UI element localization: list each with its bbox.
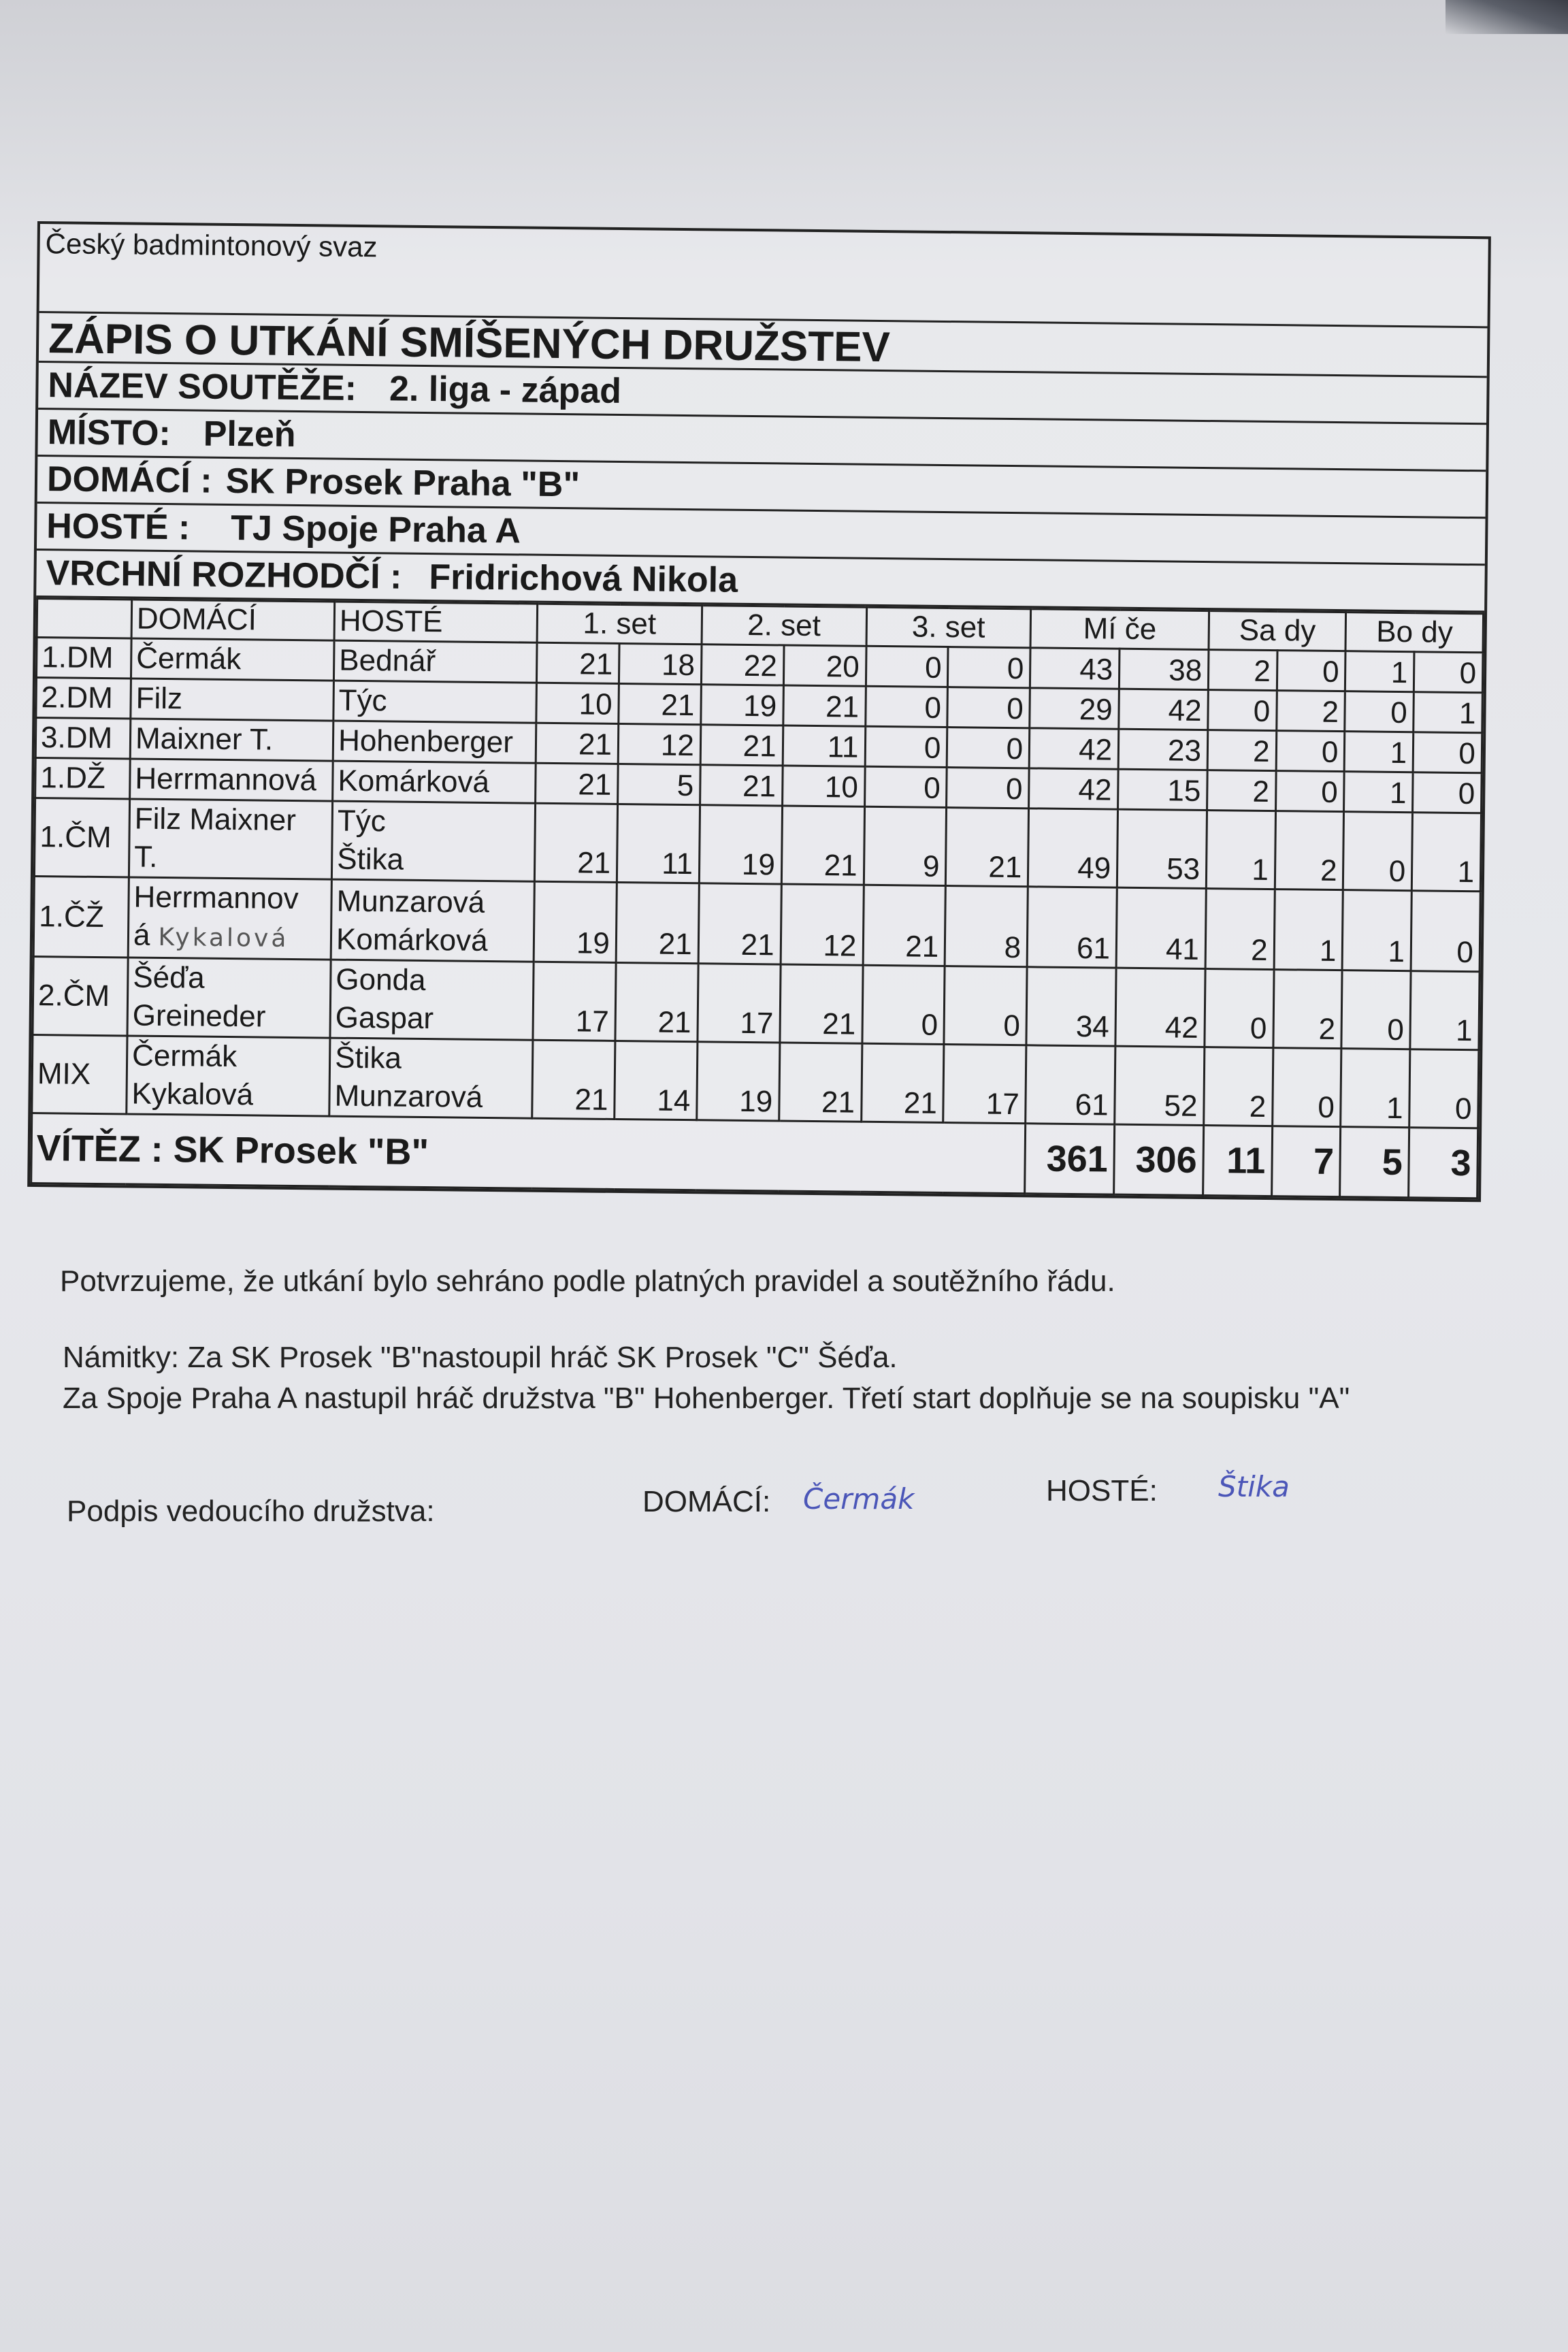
- score-cell: 21: [535, 803, 618, 882]
- guest-player-name: Týc: [338, 683, 387, 718]
- guest-player-name: Štika: [334, 1041, 402, 1075]
- winner-row: [31, 1113, 1478, 1198]
- score-cell: 21: [783, 685, 865, 726]
- score-cell: 21: [946, 808, 1029, 887]
- score-cell: 1: [1206, 811, 1275, 889]
- score-cell: 1: [1345, 732, 1414, 772]
- score-cell: 22: [701, 644, 783, 685]
- objections-line-1: Námitky: Za SK Prosek "B"nastoupil hráč SK Prosek "C" Šéďa.: [63, 1341, 898, 1374]
- score-cell: 21: [537, 642, 619, 683]
- score-cell: 21: [781, 806, 864, 885]
- guest-players: [333, 761, 536, 803]
- guest-players: [331, 801, 535, 881]
- score-cell: 38: [1120, 649, 1209, 689]
- score-cell: 20: [783, 645, 866, 686]
- signature-label: Podpis vedoucího družstva:: [67, 1494, 435, 1528]
- score-cell: 42: [1029, 728, 1119, 769]
- competition-label: NÁZEV SOUTĚŽE:: [48, 365, 357, 408]
- results-table: [30, 598, 1484, 1199]
- objections-line-2: Za Spoje Praha A nastupil hráč družstva "B" Hohenberger. Třetí start doplňuje se na soupisku "A": [63, 1382, 1350, 1415]
- score-cell: 42: [1119, 689, 1209, 730]
- match-category: 1.DM: [36, 638, 131, 679]
- home-player-name: Herrmannov: [133, 880, 299, 916]
- score-cell: 0: [1411, 891, 1480, 972]
- signature-home: Čermák: [803, 1482, 915, 1516]
- home-players: [127, 958, 331, 1038]
- score-cell: 0: [1414, 652, 1483, 693]
- guest-team-label: HOSTÉ :: [46, 506, 191, 548]
- score-cell: 1: [1411, 813, 1481, 892]
- match-row: [33, 956, 1480, 1049]
- col-category: [37, 599, 132, 638]
- score-cell: 21: [616, 882, 699, 963]
- col-home: DOMÁCÍ: [131, 600, 335, 640]
- score-cell: 0: [866, 646, 948, 687]
- signature-home-label: DOMÁCÍ:: [642, 1485, 771, 1518]
- score-cell: 1: [1345, 651, 1414, 692]
- score-cell: 0: [1272, 1048, 1341, 1127]
- score-cell: 1: [1343, 890, 1412, 971]
- referee-value: Fridrichová Nikola: [429, 557, 738, 600]
- score-cell: 2: [1207, 730, 1276, 771]
- score-cell: 2: [1208, 650, 1277, 691]
- home-player-name: Maixner T.: [135, 721, 274, 757]
- score-cell: 2: [1207, 770, 1276, 811]
- home-team-label: DOMÁCÍ :: [46, 459, 212, 501]
- score-cell: 21: [863, 885, 946, 966]
- score-cell: 15: [1118, 769, 1208, 810]
- total-matches-home: 5: [1340, 1127, 1409, 1198]
- home-players: [127, 1036, 330, 1116]
- home-player-name: á: [133, 918, 150, 952]
- guest-player-name: Komárková: [338, 764, 490, 799]
- col-points: Mí če: [1030, 609, 1209, 650]
- col-sets: Sa dy: [1209, 611, 1346, 651]
- score-cell: 17: [698, 964, 781, 1043]
- score-cell: 12: [618, 723, 700, 764]
- score-cell: 2: [1204, 1047, 1273, 1126]
- home-player-name: Čermák: [131, 1039, 238, 1074]
- score-cell: 8: [945, 886, 1028, 967]
- score-cell: 21: [536, 723, 618, 764]
- guest-player-name: Bednář: [339, 643, 436, 679]
- score-cell: 0: [865, 726, 947, 767]
- score-cell: 0: [1413, 732, 1482, 773]
- score-cell: 0: [947, 768, 1029, 808]
- col-set3: 3. set: [866, 607, 1031, 648]
- score-cell: 42: [1029, 768, 1119, 809]
- score-cell: 2: [1273, 970, 1343, 1049]
- competition-value: 2. liga - západ: [389, 369, 622, 411]
- score-cell: 21: [532, 1040, 615, 1119]
- total-matches-guest: 3: [1409, 1128, 1478, 1198]
- score-cell: 1: [1274, 889, 1343, 970]
- guest-players: [334, 640, 538, 683]
- score-cell: 21: [861, 1043, 944, 1122]
- home-team-value: SK Prosek Praha "B": [225, 461, 581, 505]
- guest-player-name: Štika: [337, 842, 404, 877]
- guest-team-value: TJ Spoje Praha A: [230, 508, 521, 551]
- score-cell: 0: [862, 965, 945, 1044]
- score-cell: 43: [1030, 648, 1120, 689]
- score-cell: 34: [1026, 967, 1116, 1046]
- total-sets-guest: 7: [1271, 1126, 1341, 1197]
- match-category: 2.DM: [36, 678, 131, 719]
- guest-players: [331, 879, 534, 962]
- organization-name: Český badmintonový svaz: [45, 227, 378, 263]
- score-cell: 0: [944, 966, 1027, 1045]
- score-cell: 0: [947, 728, 1030, 768]
- score-cell: 21: [615, 962, 698, 1041]
- score-cell: 11: [617, 804, 700, 883]
- match-category: MIX: [32, 1034, 127, 1113]
- score-cell: 29: [1030, 688, 1120, 729]
- score-cell: 42: [1115, 968, 1205, 1047]
- score-cell: 61: [1026, 1045, 1115, 1124]
- col-set1: 1. set: [537, 604, 702, 644]
- guest-players: [329, 1038, 533, 1118]
- match-category: 1.ČM: [34, 798, 129, 877]
- guest-players: [330, 960, 534, 1040]
- score-cell: 0: [1343, 812, 1413, 891]
- score-cell: 61: [1027, 887, 1117, 968]
- guest-players: [333, 681, 537, 723]
- match-category: 3.DM: [35, 718, 131, 759]
- score-cell: 5: [618, 764, 700, 804]
- place-label: MÍSTO:: [47, 412, 172, 454]
- home-players: [131, 679, 334, 721]
- match-category: 1.DŽ: [35, 758, 131, 799]
- score-cell: 0: [1276, 731, 1345, 772]
- score-cell: 18: [619, 643, 701, 684]
- score-cell: 19: [697, 1042, 780, 1121]
- score-cell: 52: [1115, 1046, 1205, 1125]
- score-cell: 2: [1275, 811, 1344, 890]
- confirmation-text: Potvrzujeme, že utkání bylo sehráno podle platných pravidel a soutěžního řádu.: [60, 1264, 1115, 1298]
- organization-row: [39, 224, 1488, 328]
- score-cell: 19: [534, 881, 617, 962]
- score-cell: 1: [1344, 772, 1413, 813]
- home-player-name: Filz Maixner: [134, 802, 297, 838]
- guest-player-name: Hohenberger: [338, 723, 514, 760]
- match-record-form: [27, 221, 1491, 1202]
- score-cell: 23: [1118, 729, 1208, 770]
- total-points-home: 361: [1025, 1124, 1115, 1194]
- score-cell: 0: [1409, 1049, 1479, 1128]
- home-player-name: Kykalová: [131, 1077, 254, 1112]
- score-cell: 0: [1208, 690, 1277, 731]
- score-cell: 21: [780, 964, 863, 1043]
- match-category: 2.ČM: [33, 956, 128, 1035]
- signature-guest: Štika: [1218, 1470, 1290, 1503]
- score-cell: 12: [781, 884, 864, 965]
- handwritten-player-name: Kykalová: [158, 923, 289, 953]
- home-player-name: Greineder: [132, 998, 266, 1034]
- score-cell: 21: [700, 725, 783, 766]
- home-player-name: Šéďa: [133, 960, 205, 995]
- score-cell: 53: [1117, 809, 1207, 888]
- score-cell: 19: [701, 685, 783, 725]
- guest-players: [333, 721, 536, 763]
- score-cell: 19: [699, 805, 782, 884]
- col-set2: 2. set: [702, 606, 866, 647]
- score-cell: 41: [1116, 887, 1206, 968]
- guest-player-name: Týc: [337, 804, 387, 838]
- score-cell: 21: [698, 883, 781, 964]
- home-player-name: Herrmannová: [135, 762, 317, 798]
- guest-player-name: Gonda: [336, 962, 426, 998]
- match-row: [34, 798, 1481, 892]
- score-cell: 21: [619, 683, 701, 724]
- score-cell: 0: [1413, 772, 1482, 813]
- home-players: [130, 719, 333, 761]
- referee-label: VRCHNÍ ROZHODČÍ :: [46, 553, 402, 597]
- score-cell: 2: [1277, 691, 1345, 732]
- score-cell: 0: [947, 687, 1030, 728]
- col-matches: Bo dy: [1345, 612, 1483, 653]
- score-cell: 0: [864, 766, 947, 807]
- score-cell: 10: [536, 683, 619, 723]
- score-cell: 10: [782, 766, 864, 806]
- place-value: Plzeň: [203, 414, 296, 455]
- signature-guest-label: HOSTÉ:: [1046, 1474, 1158, 1507]
- match-row: [32, 1034, 1479, 1128]
- total-sets-home: 11: [1203, 1126, 1273, 1196]
- home-players: [130, 759, 333, 801]
- score-cell: 0: [1205, 969, 1274, 1048]
- home-players: [128, 877, 331, 960]
- score-cell: 21: [779, 1043, 862, 1122]
- total-points-guest: 306: [1114, 1124, 1204, 1195]
- home-players: [129, 799, 332, 879]
- guest-player-name: Munzarová: [336, 884, 485, 919]
- home-player-name: Filz: [135, 681, 183, 716]
- score-cell: 0: [1341, 970, 1411, 1049]
- score-cell: 21: [700, 765, 782, 806]
- col-guest: HOSTÉ: [334, 602, 538, 642]
- score-cell: 0: [948, 647, 1030, 688]
- form-title: ZÁPIS O UTKÁNÍ SMÍŠENÝCH DRUŽSTEV: [39, 313, 1488, 378]
- score-cell: 1: [1410, 971, 1480, 1050]
- score-cell: 2: [1205, 889, 1275, 970]
- score-cell: 11: [783, 725, 865, 766]
- score-cell: 17: [943, 1045, 1026, 1124]
- score-cell: 1: [1414, 692, 1482, 733]
- guest-player-name: Gaspar: [335, 1000, 434, 1036]
- score-cell: 1: [1341, 1049, 1410, 1128]
- score-cell: 21: [536, 763, 618, 804]
- score-cell: 0: [1345, 691, 1414, 732]
- score-cell: 17: [533, 962, 616, 1041]
- match-category: 1.ČŽ: [33, 877, 129, 958]
- score-cell: 0: [1275, 771, 1344, 812]
- score-cell: 49: [1028, 808, 1118, 887]
- score-cell: 14: [615, 1041, 698, 1120]
- score-cell: 9: [864, 806, 947, 885]
- guest-player-name: Munzarová: [334, 1079, 483, 1114]
- score-cell: 0: [865, 686, 947, 727]
- home-players: [131, 638, 334, 681]
- guest-player-name: Komárková: [336, 922, 488, 958]
- score-cell: 0: [1277, 651, 1345, 691]
- match-row: [33, 877, 1480, 972]
- home-player-name: T.: [133, 840, 158, 874]
- home-player-name: Čermák: [135, 641, 242, 676]
- winner-text: VÍTĚZ : SK Prosek "B": [31, 1113, 1026, 1193]
